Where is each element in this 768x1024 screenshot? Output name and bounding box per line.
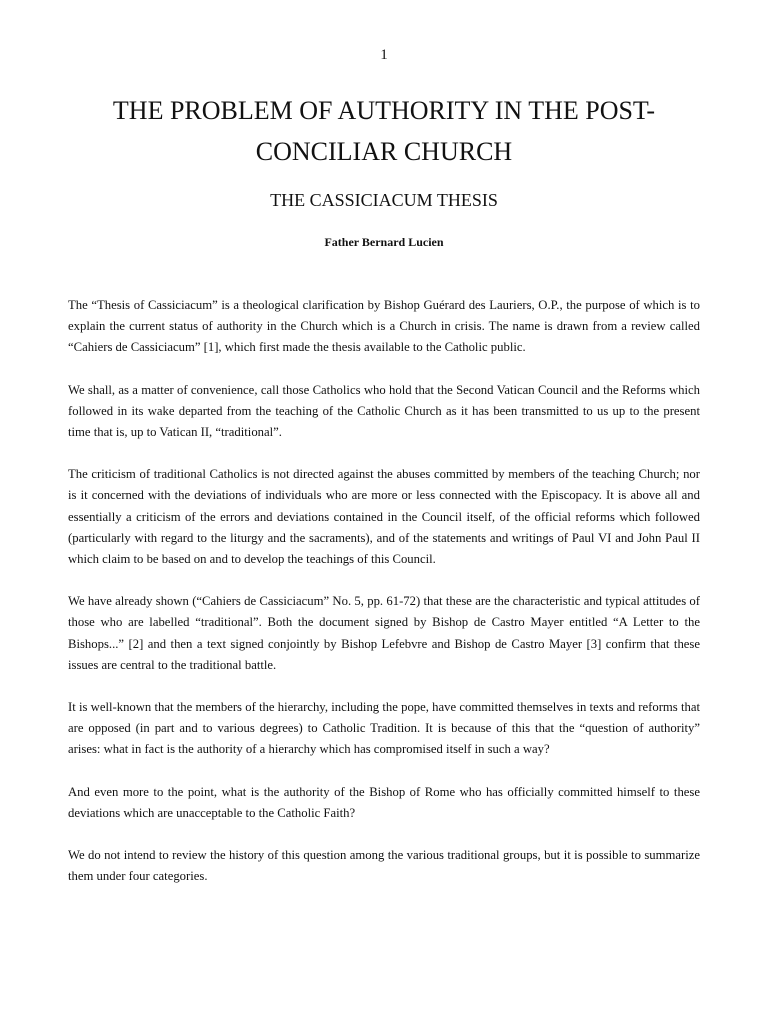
paragraph-definition: We shall, as a matter of convenience, call those Catholics who hold that the Second Vatican Council and the Reforms which followed in its wake departed from the teaching of the Catholic Church as it has been transmitted to us up to the present time that is, up to Vatican II, “traditional”. xyxy=(68,382,700,440)
paragraph-intro: The “Thesis of Cassiciacum” is a theological clarification by Bishop Guérard des Lauriers, O.P., the purpose of which is to explain the current status of authority in the Church which is a Church in crisis. The name is drawn from a review called “Cahiers de Cassiciacum” [1], which first made the thesis available to the Catholic public. xyxy=(68,298,700,355)
paragraph-hierarchy: It is well-known that the members of the hierarchy, including the pope, have committed themselves in texts and reforms that are opposed (in part and to various degrees) to Catholic Tradition. It is because of this that the “question of authority” arises: what in fact is the authority of a hierarchy which has compromised itself in such a way? xyxy=(68,700,700,757)
document-subtitle: THE CASSICIACUM THESIS xyxy=(270,190,498,210)
document-body xyxy=(68,295,700,908)
document-title: THE PROBLEM OF AUTHORITY IN THE POST-CONCILIAR CHURCH xyxy=(112,96,656,166)
page-number: 1 xyxy=(380,47,388,63)
paragraph-categories: We do not intend to review the history of this question among the various traditional groups, but it is possible to summarize them under four categories. xyxy=(68,848,700,884)
paragraph-attitudes: We have already shown (“Cahiers de Cassiciacum” No. 5, pp. 61-72) that these are the characteristic and typical attitudes of those who are labelled “traditional”. Both the document signed by Bishop de Castro Mayer entitled “A Letter to the Bishops...” [2] and then a text signed conjointly by Bishop Lefebvre and Bishop de Castro Mayer [3] confirm that these issues are central to the traditional battle. xyxy=(68,594,700,672)
author-name: Father Bernard Lucien xyxy=(324,235,444,249)
paragraph-criticism: The criticism of traditional Catholics is not directed against the abuses committed by members of the teaching Church; nor is it concerned with the deviations of individuals who are more or less connected with the Episcopacy. It is above all and essentially a criticism of the errors and deviations contained in the Council itself, of the official reforms which followed (particularly with regard to the liturgy and the sacraments), and of the statements and writings of Paul VI and John Paul II which claim to be based on and to develop the teachings of this Council. xyxy=(68,467,700,567)
paragraph-bishop-of-rome: And even more to the point, what is the authority of the Bishop of Rome who has officially committed himself to these deviations which are unacceptable to the Catholic Faith? xyxy=(68,784,700,820)
